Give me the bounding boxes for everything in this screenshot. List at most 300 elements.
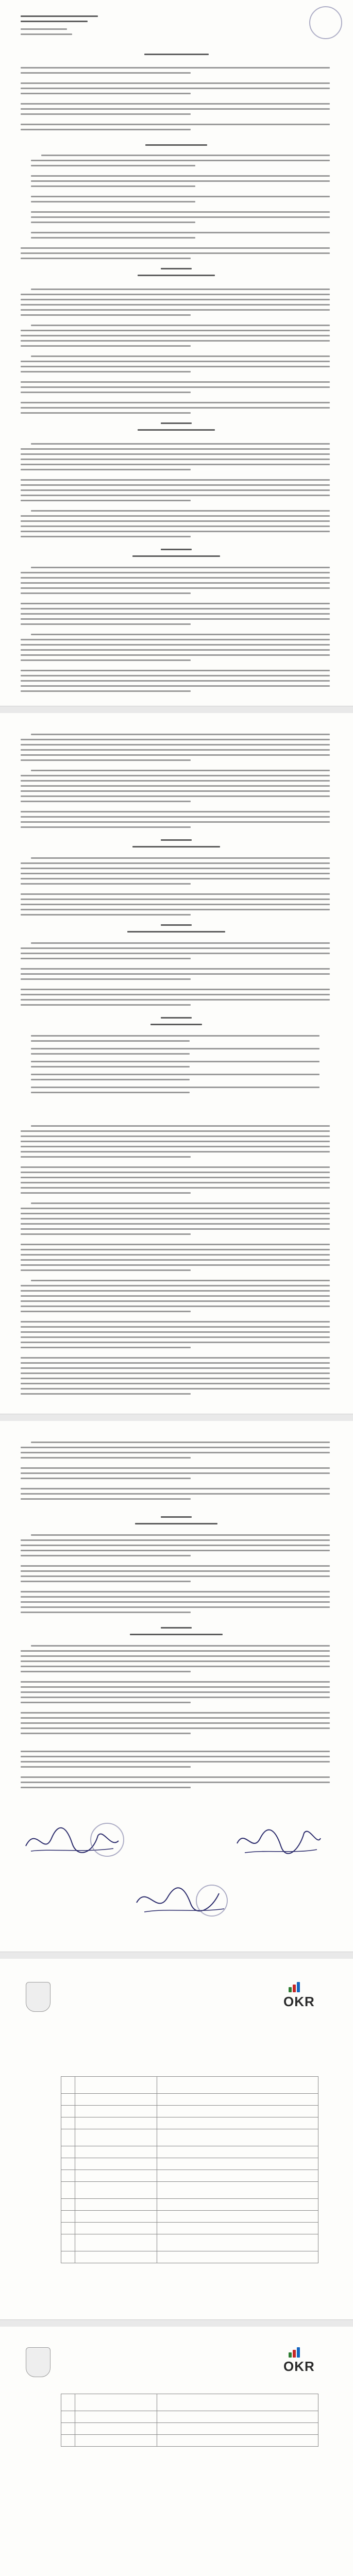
text-line xyxy=(21,1269,191,1271)
text-line xyxy=(21,1591,330,1592)
text-line xyxy=(21,1331,330,1333)
text-line xyxy=(21,613,330,615)
text-line xyxy=(21,72,191,74)
text-line xyxy=(21,775,330,776)
row-label xyxy=(75,2199,157,2211)
text-line xyxy=(31,175,330,177)
row-label xyxy=(75,2182,157,2199)
text-line xyxy=(21,909,330,910)
text-line xyxy=(21,515,330,517)
text-line xyxy=(21,1187,330,1189)
text-line xyxy=(21,366,330,367)
text-line xyxy=(21,1787,191,1788)
text-line xyxy=(21,1393,191,1395)
table-row xyxy=(61,2106,318,2117)
text-line xyxy=(21,299,330,300)
text-line xyxy=(21,520,330,522)
okr-brand: OKR xyxy=(283,1994,315,2009)
text-line xyxy=(21,1182,330,1183)
text-line xyxy=(21,526,330,527)
text-line xyxy=(21,680,330,682)
row-number xyxy=(61,2394,75,2411)
text-line xyxy=(31,1534,330,1536)
text-line xyxy=(21,1570,330,1572)
section-heading xyxy=(161,1627,192,1629)
text-line xyxy=(21,1378,330,1379)
text-line xyxy=(21,1004,191,1006)
text-line xyxy=(21,973,330,975)
text-line xyxy=(21,1650,330,1652)
row-value xyxy=(157,2199,318,2211)
row-value xyxy=(157,2182,318,2199)
text-line xyxy=(31,1035,320,1037)
text-line xyxy=(21,1141,330,1142)
text-line xyxy=(21,644,330,646)
row-number xyxy=(61,2223,75,2234)
text-line xyxy=(21,670,330,671)
text-line xyxy=(21,739,330,740)
contract-page-2 xyxy=(0,713,353,1414)
table-row xyxy=(61,2199,318,2211)
text-line xyxy=(21,392,191,393)
register-table-continued xyxy=(61,2394,318,2447)
row-label xyxy=(75,2129,157,2146)
text-line xyxy=(21,536,191,537)
text-line xyxy=(21,1478,191,1479)
text-line xyxy=(21,1326,330,1328)
text-line xyxy=(21,899,330,900)
text-line xyxy=(21,1306,330,1307)
text-line xyxy=(21,968,330,970)
row-label xyxy=(75,2423,157,2435)
row-value xyxy=(157,2117,318,2129)
text-line xyxy=(31,165,195,166)
section-heading xyxy=(161,924,192,926)
text-line xyxy=(21,258,191,259)
text-line xyxy=(21,795,330,797)
text-line xyxy=(21,914,191,916)
text-line xyxy=(31,443,330,445)
row-label xyxy=(75,2106,157,2117)
text-line xyxy=(21,371,191,372)
text-line xyxy=(21,361,330,362)
section-heading xyxy=(132,555,220,557)
table-row xyxy=(61,2234,318,2251)
text-line xyxy=(21,386,330,388)
text-line xyxy=(21,448,330,450)
text-line xyxy=(31,1125,330,1127)
text-line xyxy=(21,790,330,792)
text-line xyxy=(21,469,191,470)
text-line xyxy=(21,484,330,486)
text-line xyxy=(21,1213,330,1214)
row-number xyxy=(61,2182,75,2199)
table-row xyxy=(61,2223,318,2234)
text-line xyxy=(21,1130,330,1132)
text-line xyxy=(21,459,330,460)
section-heading xyxy=(161,549,192,550)
section-heading xyxy=(138,275,215,276)
text-line xyxy=(21,402,330,403)
text-line xyxy=(21,811,330,812)
text-line xyxy=(21,1357,330,1359)
row-value xyxy=(157,2234,318,2251)
text-line xyxy=(21,412,191,414)
section-heading xyxy=(138,429,215,431)
text-line xyxy=(21,785,330,787)
text-line xyxy=(21,1151,330,1153)
text-line xyxy=(21,1601,330,1603)
text-line xyxy=(31,942,330,944)
row-number xyxy=(61,2129,75,2146)
text-line xyxy=(21,1457,191,1459)
text-line xyxy=(21,759,191,761)
row-label xyxy=(75,2211,157,2223)
text-line xyxy=(21,618,330,620)
text-line xyxy=(21,690,191,692)
text-line xyxy=(21,1295,330,1297)
text-line xyxy=(21,1156,191,1158)
text-line xyxy=(31,1074,320,1075)
text-line xyxy=(21,1555,191,1556)
section-heading xyxy=(145,144,207,146)
text-line xyxy=(21,88,330,89)
text-line xyxy=(21,1681,330,1683)
row-value xyxy=(157,2223,318,2234)
text-line xyxy=(21,1467,330,1469)
text-line xyxy=(21,654,330,656)
text-line xyxy=(21,108,330,110)
text-line xyxy=(21,754,330,756)
row-value xyxy=(157,2251,318,2263)
text-line xyxy=(21,294,330,295)
row-number xyxy=(61,2423,75,2435)
row-label xyxy=(75,2146,157,2158)
row-value xyxy=(157,2146,318,2158)
row-label xyxy=(75,2251,157,2263)
text-line xyxy=(21,649,330,651)
text-line xyxy=(21,82,330,84)
text-line xyxy=(21,801,191,802)
row-label xyxy=(75,2411,157,2423)
text-line xyxy=(21,1244,330,1245)
text-line xyxy=(21,1259,330,1261)
text-line xyxy=(21,989,330,990)
section-heading xyxy=(130,1634,223,1635)
text-line xyxy=(31,325,330,326)
text-line xyxy=(21,1488,330,1489)
text-line xyxy=(31,1061,320,1062)
text-line xyxy=(21,489,330,491)
table-row xyxy=(61,2129,318,2146)
text-line xyxy=(31,201,195,202)
text-line xyxy=(21,335,330,336)
text-line xyxy=(21,1311,191,1312)
text-line xyxy=(21,1452,330,1453)
register-extract-page-2 xyxy=(0,2327,353,2576)
text-line xyxy=(21,1146,330,1147)
text-line xyxy=(21,1498,191,1500)
row-value xyxy=(157,2423,318,2435)
text-line xyxy=(31,1040,190,1042)
text-line xyxy=(31,857,330,859)
text-line xyxy=(21,608,330,609)
text-line xyxy=(21,1581,191,1582)
text-line xyxy=(21,1166,330,1168)
row-number xyxy=(61,2106,75,2117)
text-line xyxy=(31,1048,320,1049)
text-line xyxy=(31,211,330,213)
text-line xyxy=(21,1702,191,1703)
text-line xyxy=(21,1671,191,1672)
text-line xyxy=(21,1717,330,1719)
text-line xyxy=(21,1697,330,1698)
text-line xyxy=(21,1686,330,1688)
text-line xyxy=(31,510,330,512)
row-value xyxy=(157,2170,318,2182)
row-label xyxy=(75,2435,157,2447)
row-label xyxy=(75,2077,157,2094)
text-line xyxy=(31,185,195,187)
text-line xyxy=(21,1218,330,1219)
contract-page-1 xyxy=(0,0,353,706)
text-line xyxy=(31,1645,330,1647)
text-line xyxy=(21,1472,330,1474)
text-line xyxy=(21,340,330,342)
text-line xyxy=(21,883,191,885)
text-line xyxy=(21,453,330,455)
text-line xyxy=(21,1321,330,1323)
text-line xyxy=(21,103,330,105)
text-line xyxy=(21,1136,330,1137)
text-line xyxy=(21,994,330,995)
text-line xyxy=(21,904,330,905)
text-line xyxy=(31,355,330,357)
table-row xyxy=(61,2117,318,2129)
text-line xyxy=(21,1733,191,1734)
text-line xyxy=(21,1751,330,1752)
text-line xyxy=(31,770,330,771)
emblem-icon xyxy=(26,2347,51,2377)
text-line xyxy=(21,1372,330,1374)
text-line xyxy=(21,464,330,465)
text-line xyxy=(21,878,330,879)
row-number xyxy=(61,2411,75,2423)
text-line xyxy=(21,1596,330,1598)
row-value xyxy=(157,2129,318,2146)
text-line xyxy=(21,1177,330,1178)
row-number xyxy=(61,2199,75,2211)
text-line xyxy=(21,587,330,589)
text-line xyxy=(21,1691,330,1693)
text-line xyxy=(31,634,330,635)
text-line xyxy=(21,1290,330,1292)
row-number xyxy=(61,2094,75,2106)
row-label xyxy=(75,2170,157,2182)
text-line xyxy=(21,304,330,306)
text-line xyxy=(21,1347,191,1348)
text-line xyxy=(21,780,330,782)
text-line xyxy=(21,1539,330,1541)
register-table xyxy=(61,2076,318,2263)
text-line xyxy=(21,603,330,604)
row-number xyxy=(61,2211,75,2223)
text-line xyxy=(21,67,330,69)
table-row xyxy=(61,2211,318,2223)
register-extract-page-1 xyxy=(0,1959,353,2319)
text-line xyxy=(21,1606,330,1608)
table-row xyxy=(61,2146,318,2158)
text-line xyxy=(21,1545,330,1546)
text-line xyxy=(21,572,330,573)
text-line xyxy=(21,1383,330,1384)
row-number xyxy=(61,2146,75,2158)
text-line xyxy=(21,1766,191,1768)
table-row xyxy=(61,2435,318,2447)
text-line xyxy=(21,744,330,745)
text-line xyxy=(41,155,330,156)
text-line xyxy=(31,1442,330,1443)
row-label xyxy=(75,2223,157,2234)
text-line xyxy=(31,1079,190,1080)
text-line xyxy=(21,1575,330,1577)
text-line xyxy=(21,1192,191,1194)
text-line xyxy=(21,314,191,316)
table-row xyxy=(61,2170,318,2182)
table-row xyxy=(61,2251,318,2263)
table-row xyxy=(61,2158,318,2170)
text-line xyxy=(21,868,330,869)
row-value xyxy=(157,2411,318,2423)
text-line xyxy=(21,252,330,254)
text-line xyxy=(21,330,330,331)
text-line xyxy=(21,1565,330,1567)
text-line xyxy=(21,1342,330,1343)
row-value xyxy=(157,2106,318,2117)
text-line xyxy=(31,1053,190,1055)
emblem-icon xyxy=(26,1982,51,2012)
text-line xyxy=(21,1172,330,1173)
text-line xyxy=(21,1776,330,1778)
text-line xyxy=(21,1761,330,1762)
text-line xyxy=(21,1223,330,1225)
text-line xyxy=(21,345,191,347)
text-line xyxy=(21,826,191,828)
row-value xyxy=(157,2094,318,2106)
text-line xyxy=(21,479,330,481)
text-line xyxy=(31,196,330,197)
row-number xyxy=(61,2077,75,2094)
table-row xyxy=(61,2423,318,2435)
text-line xyxy=(31,1087,320,1088)
row-value xyxy=(157,2077,318,2094)
section-heading xyxy=(161,839,192,841)
text-line xyxy=(31,216,330,218)
row-value xyxy=(157,2158,318,2170)
table-row xyxy=(61,2077,318,2094)
row-value xyxy=(157,2211,318,2223)
text-line xyxy=(31,1066,190,1067)
text-line xyxy=(31,289,330,290)
text-line xyxy=(21,1722,330,1724)
text-line xyxy=(21,978,191,980)
section-heading xyxy=(161,1516,192,1518)
text-line xyxy=(21,873,330,874)
text-line xyxy=(21,1336,330,1338)
text-line xyxy=(21,821,330,823)
text-line xyxy=(21,1660,330,1662)
text-line xyxy=(21,1756,330,1757)
row-number xyxy=(61,2251,75,2263)
row-label xyxy=(75,2117,157,2129)
row-label xyxy=(75,2158,157,2170)
text-line xyxy=(21,1300,330,1302)
text-line xyxy=(21,1666,330,1667)
row-label xyxy=(75,2234,157,2251)
text-line xyxy=(21,639,330,640)
table-row xyxy=(61,2411,318,2423)
row-number xyxy=(61,2170,75,2182)
text-line xyxy=(21,1493,330,1495)
text-line xyxy=(21,129,191,130)
text-line xyxy=(21,749,330,751)
text-line xyxy=(21,1727,330,1729)
text-line xyxy=(21,1612,191,1613)
table-row xyxy=(61,2394,318,2411)
text-line xyxy=(31,1092,190,1093)
section-heading xyxy=(135,1523,217,1524)
text-line xyxy=(21,113,191,115)
text-line xyxy=(31,180,330,182)
section-heading xyxy=(161,422,192,424)
text-line xyxy=(21,1712,330,1714)
text-line xyxy=(21,1388,330,1389)
text-line xyxy=(31,1280,330,1281)
section-heading xyxy=(132,846,220,848)
text-line xyxy=(31,237,195,239)
text-line xyxy=(21,623,191,625)
text-line xyxy=(21,659,191,661)
contract-page-3 xyxy=(0,1421,353,1952)
text-line xyxy=(21,958,191,959)
text-line xyxy=(21,93,191,94)
text-line xyxy=(21,309,330,311)
text-line xyxy=(21,1285,330,1286)
text-line xyxy=(21,685,330,687)
seal-notary xyxy=(196,1885,228,1917)
text-line xyxy=(21,1362,330,1364)
text-line xyxy=(31,160,330,161)
text-line xyxy=(21,1233,191,1235)
text-line xyxy=(21,1264,330,1266)
text-line xyxy=(21,500,191,501)
text-line xyxy=(21,495,330,496)
row-number xyxy=(61,2117,75,2129)
text-line xyxy=(21,675,330,676)
text-line xyxy=(21,1447,330,1448)
text-line xyxy=(31,567,330,568)
okr-brand: OKR xyxy=(283,2359,315,2374)
text-line xyxy=(31,222,195,223)
text-line xyxy=(21,1254,330,1256)
section-heading xyxy=(161,1017,192,1019)
row-label xyxy=(75,2094,157,2106)
text-line xyxy=(21,1208,330,1209)
row-value xyxy=(157,2435,318,2447)
text-line xyxy=(21,1249,330,1250)
text-line xyxy=(21,582,330,584)
text-line xyxy=(21,1228,330,1230)
